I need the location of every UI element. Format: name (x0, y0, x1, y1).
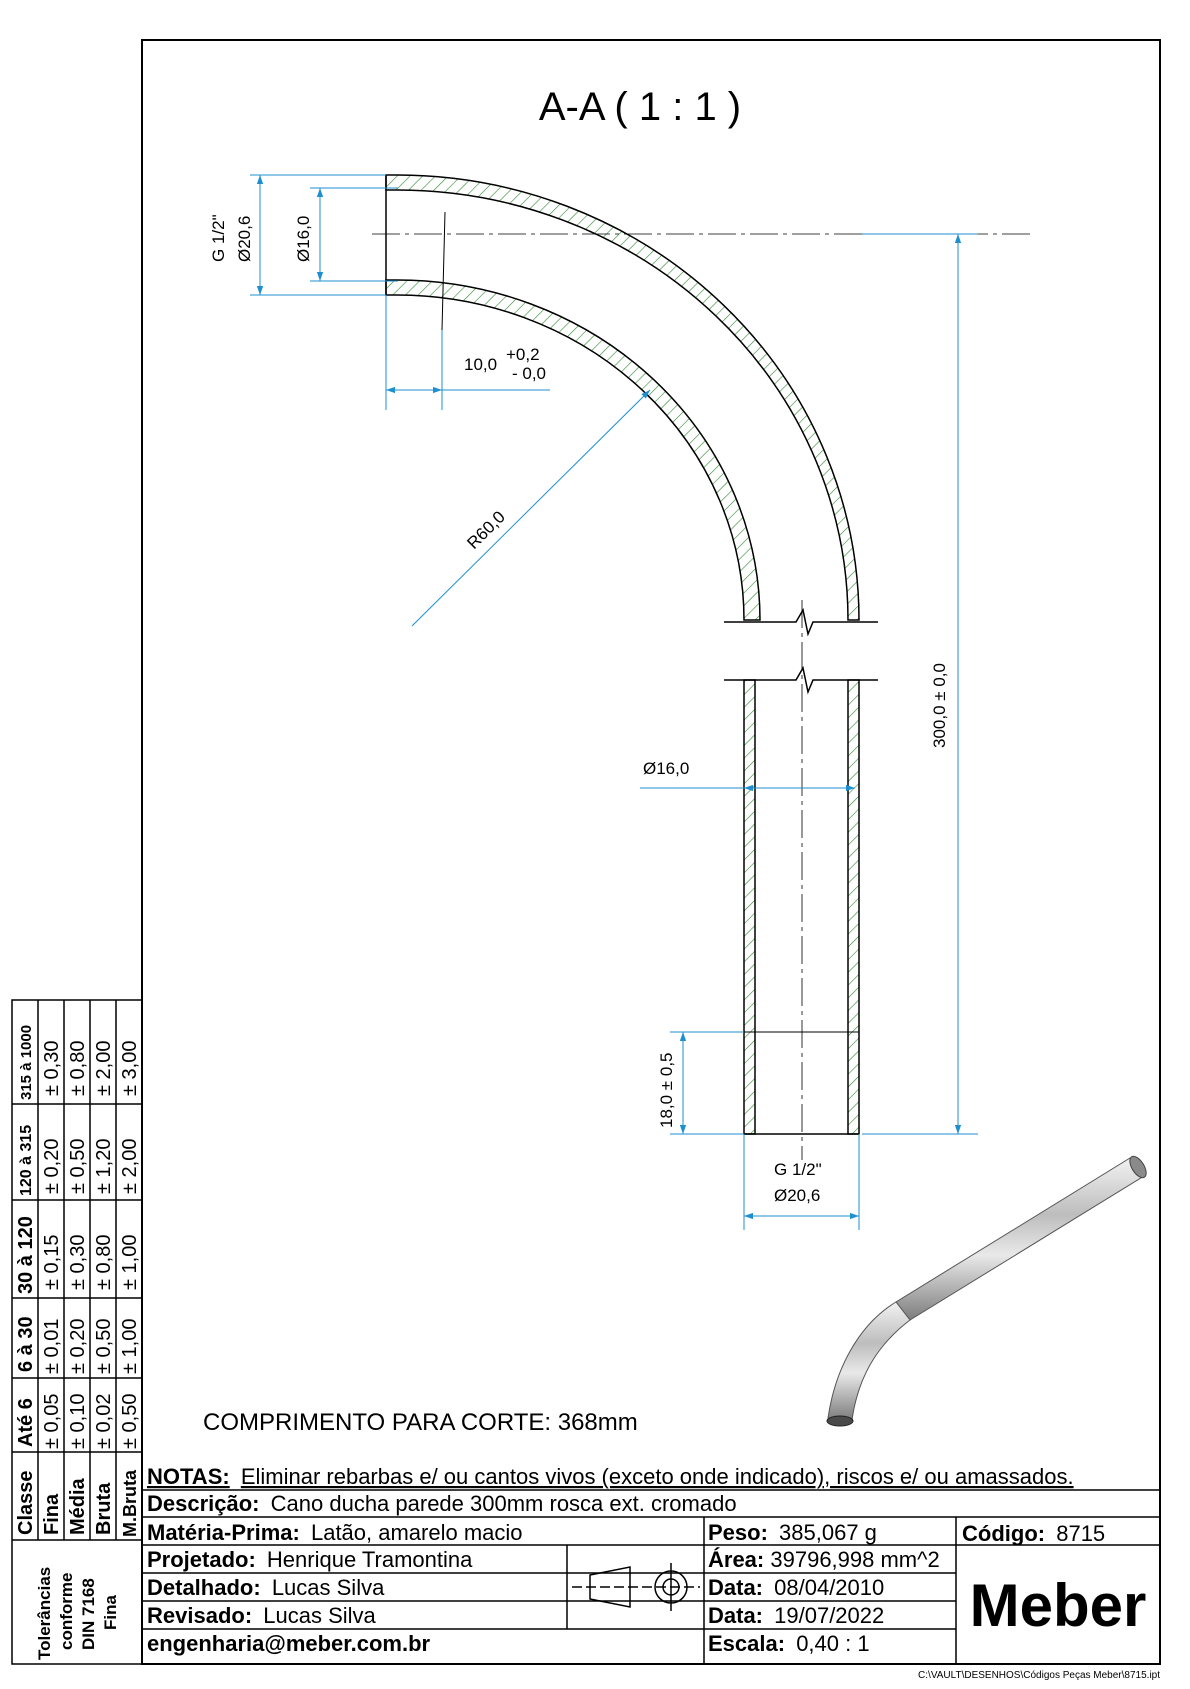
detalhado-value: Lucas Silva (271, 1575, 385, 1600)
dim-g-half-bottom: G 1/2" (774, 1160, 822, 1179)
tol-fina-v1: ± 0,05 (41, 1393, 63, 1449)
tol-mbruta-label: M.Bruta (120, 1470, 140, 1537)
dim-offset-plus: +0,2 (506, 345, 540, 364)
tol-header-6-30: 6 à 30 (15, 1316, 37, 1372)
cut-length-note: COMPRIMENTO PARA CORTE: 368mm (203, 1409, 638, 1436)
tol-fina-v3: ± 0,15 (41, 1234, 63, 1290)
tol-note-line3: DIN 7168 (79, 1578, 98, 1650)
tol-fina-label: Fina (41, 1493, 63, 1535)
tol-bruta-v3: ± 0,80 (93, 1234, 115, 1290)
tol-media-v4: ± 0,50 (67, 1138, 89, 1194)
peso-label: Peso: (708, 1520, 768, 1545)
iso-preview-image (827, 1154, 1149, 1426)
peso-value: 385,067 g (779, 1520, 877, 1545)
revisado-value: Lucas Silva (263, 1603, 376, 1628)
tol-fina-v4: ± 0,20 (41, 1138, 63, 1194)
area-label: Área: (708, 1547, 765, 1572)
dim-dia-16-right: Ø16,0 (643, 759, 690, 778)
revisado-line (147, 1603, 377, 1628)
tol-bruta-v5: ± 2,00 (93, 1040, 115, 1096)
data1-label: Data: (708, 1575, 764, 1600)
projetado-value: Henrique Tramontina (266, 1547, 473, 1572)
company-logo: Meber (969, 1572, 1147, 1639)
data2-label: Data: (708, 1603, 764, 1628)
projetado-label: Projetado: (147, 1547, 256, 1572)
materia-line (147, 1520, 523, 1545)
dim-length: 300,0 ± 0,0 (930, 663, 949, 748)
area-line (708, 1547, 940, 1572)
tol-mbruta-v3: ± 1,00 (119, 1234, 141, 1290)
tol-header-ate6: Até 6 (15, 1398, 37, 1447)
data1-value: 08/04/2010 (774, 1575, 885, 1600)
tol-bruta-label: Bruta (93, 1482, 115, 1535)
peso-line (708, 1520, 877, 1545)
notes-line (147, 1464, 1074, 1489)
tol-mbruta-v5: ± 3,00 (119, 1040, 141, 1096)
tol-fina-v5: ± 0,30 (41, 1040, 63, 1096)
dim-thread-length: 18,0 ± 0,5 (657, 1052, 676, 1128)
dimension-texts (209, 214, 949, 1205)
notes-label: NOTAS: (147, 1464, 230, 1489)
notes-value: Eliminar rebarbas e/ ou cantos vivos (exceto onde indicado), riscos e/ ou amassados. (240, 1464, 1074, 1489)
dim-dia-20-6-left: Ø20,6 (235, 215, 254, 262)
inner-wall-straight (744, 680, 755, 1134)
title-block-text (147, 1464, 1146, 1656)
detalhado-line (147, 1575, 385, 1600)
tol-media-label: Média (67, 1478, 89, 1535)
codigo-value: 8715 (1056, 1521, 1106, 1546)
tol-media-v5: ± 0,80 (67, 1040, 89, 1096)
tol-bruta-v2: ± 0,50 (93, 1318, 115, 1374)
descricao-line (147, 1491, 737, 1516)
dim-offset-main: 10,0 (464, 355, 498, 374)
contact-email: engenharia@meber.com.br (147, 1631, 431, 1656)
tol-fina-v2: ± 0,01 (41, 1318, 63, 1374)
tol-media-v1: ± 0,10 (67, 1393, 89, 1449)
tol-note-line1: Tolerâncias (35, 1566, 54, 1660)
escala-line (708, 1631, 870, 1656)
descricao-value: Cano ducha parede 300mm rosca ext. cromado (270, 1491, 737, 1516)
data2-value: 19/07/2022 (774, 1603, 885, 1628)
escala-label: Escala: (708, 1631, 786, 1656)
area-value: 39796,998 mm^2 (770, 1547, 940, 1572)
tol-mbruta-v2: ± 1,00 (119, 1318, 141, 1374)
materia-label: Matéria-Prima: (147, 1520, 300, 1545)
detalhado-label: Detalhado: (147, 1575, 261, 1600)
tol-media-v3: ± 0,30 (67, 1234, 89, 1290)
codigo-line (962, 1521, 1105, 1546)
data2-line (708, 1603, 884, 1628)
projection-symbol-icon (572, 1563, 700, 1611)
dim-radius: R60,0 (463, 507, 509, 553)
tol-mbruta-v4: ± 2,00 (119, 1138, 141, 1194)
tol-header-120-315: 120 à 315 (18, 1124, 35, 1196)
tol-note-line2: conforme (57, 1572, 76, 1650)
outer-wall-straight (848, 680, 859, 1134)
tol-header-315-1000: 315 à 1000 (18, 1024, 35, 1100)
materia-value: Latão, amarelo macio (310, 1520, 523, 1545)
codigo-label: Código: (962, 1521, 1046, 1546)
file-path: C:\VAULT\DESENHOS\Códigos Peças Meber\8715.ipt (918, 1670, 1160, 1681)
escala-value: 0,40 : 1 (796, 1631, 870, 1656)
dim-offset-minus: - 0,0 (512, 364, 547, 383)
tolerance-table-text (15, 1025, 141, 1660)
tol-header-30-120: 30 à 120 (15, 1216, 37, 1294)
revisado-label: Revisado: (147, 1603, 253, 1628)
tol-bruta-v4: ± 1,20 (93, 1138, 115, 1194)
tol-bruta-v1: ± 0,02 (93, 1393, 115, 1449)
outer-wall-bend (386, 175, 859, 620)
tol-note-line4: Fina (101, 1595, 120, 1630)
projetado-line (147, 1547, 473, 1572)
tol-media-v2: ± 0,20 (67, 1318, 89, 1374)
tol-header-classe: Classe (15, 1470, 37, 1535)
tol-mbruta-v1: ± 0,50 (119, 1393, 141, 1449)
descricao-label: Descrição: (147, 1491, 260, 1516)
dim-dia-16-left: Ø16,0 (294, 215, 313, 262)
dimensions (250, 175, 978, 1230)
view-title: A-A ( 1 : 1 ) (538, 85, 742, 129)
dim-dia-20-6-bottom: Ø20,6 (774, 1186, 821, 1205)
data1-line (708, 1575, 884, 1600)
dim-g-half-left: G 1/2" (209, 214, 228, 262)
